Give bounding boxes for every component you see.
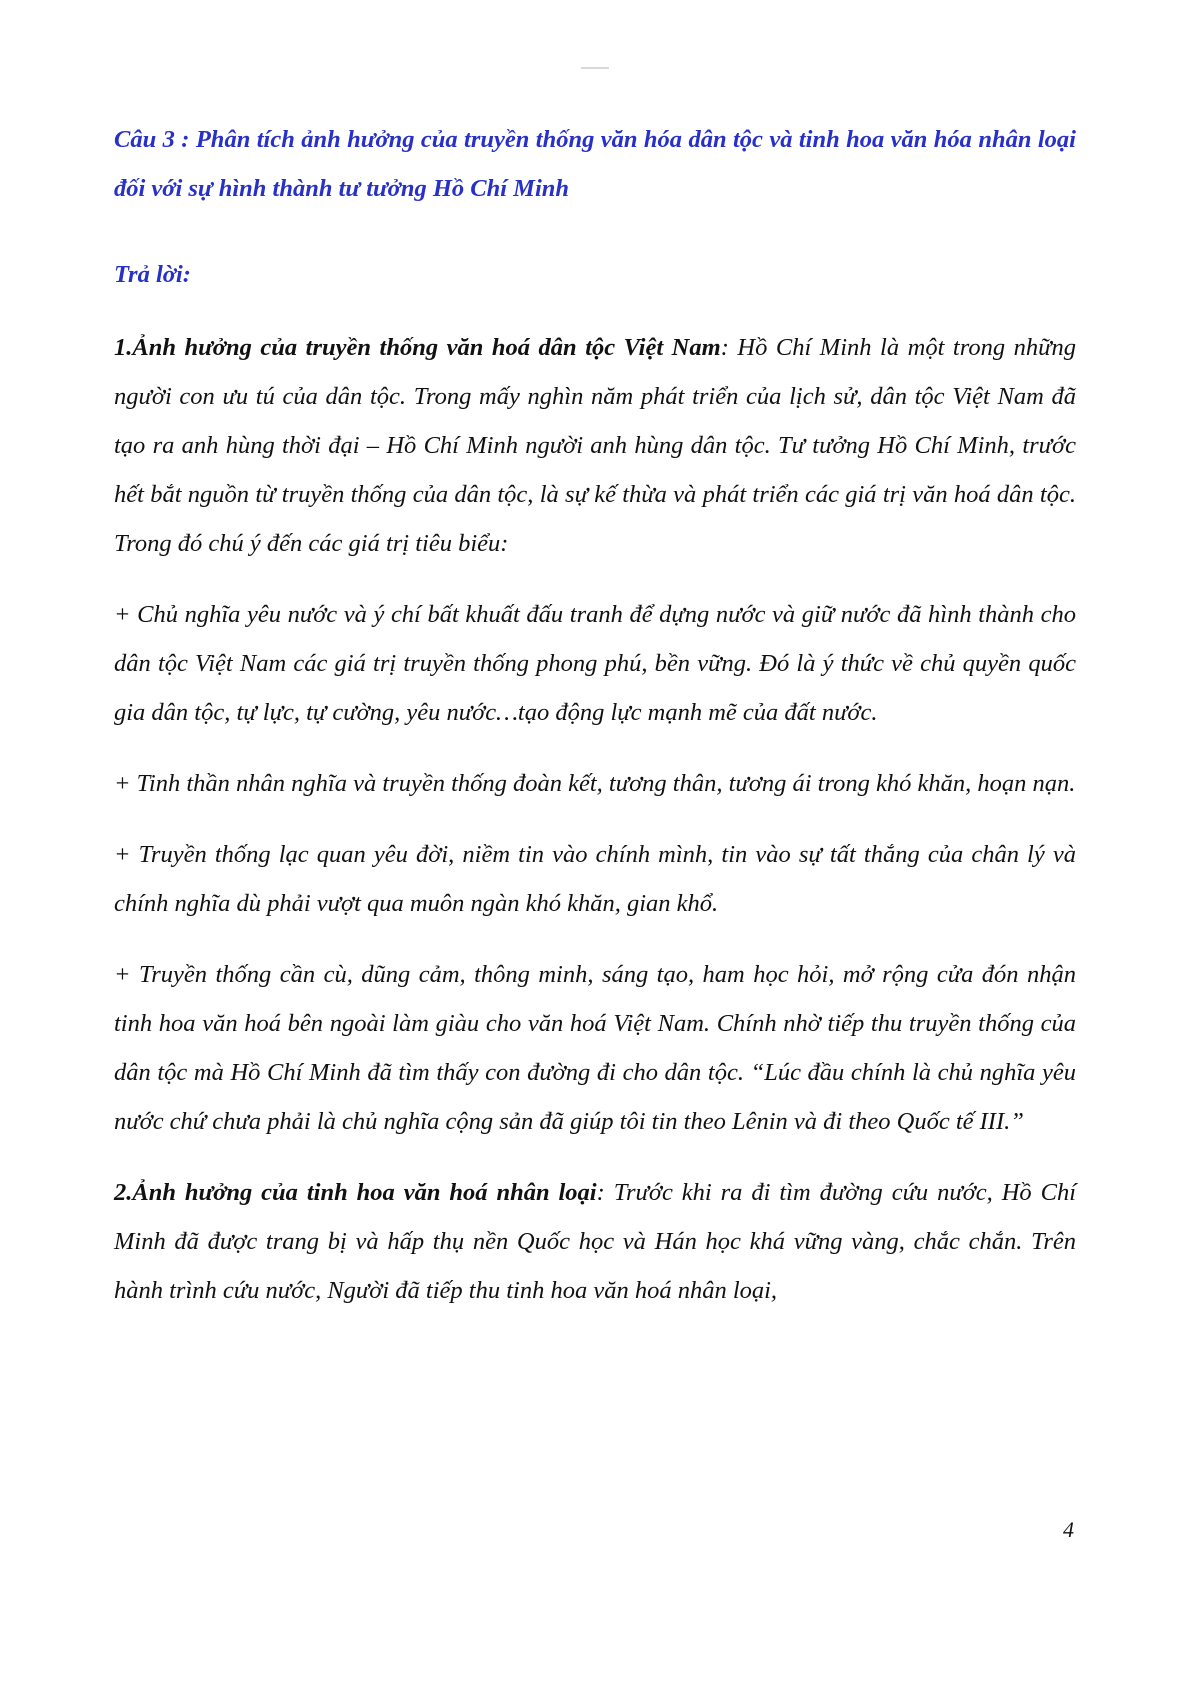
bullet-item: + Truyền thống cần cù, dũng cảm, thông minh, sáng tạo, ham học hỏi, mở rộng cửa đón nhận tinh hoa văn hoá bên ngoài làm giàu cho văn hoá Việt Nam. Chính nhờ tiếp thu truyền thống của dân tộc mà Hồ Chí Minh đã tìm thấy con đường đi cho dân tộc. “Lúc đầu chính là chủ nghĩa yêu nước chứ chưa phải là chủ nghĩa cộng sản đã giúp tôi tin theo Lênin và đi theo Quốc tế III.” xyxy=(114,961,1076,1135)
section-2-paragraph xyxy=(114,1168,1076,1315)
bullet-item: + Chủ nghĩa yêu nước và ý chí bất khuất đấu tranh để dựng nước và giữ nước đã hình thành cho dân tộc Việt Nam các giá trị truyền thống phong phú, bền vững. Đó là ý thức về chủ quyền quốc gia dân tộc, tự lực, tự cường, yêu nước…tạo động lực mạnh mẽ của đất nước. xyxy=(114,601,1076,726)
section-1-heading: 1.Ảnh hưởng của truyền thống văn hoá dân tộc Việt Nam xyxy=(114,334,721,361)
question-heading: Câu 3 : Phân tích ảnh hưởng của truyền thống văn hóa dân tộc và tinh hoa văn hóa nhân loại đối với sự hình thành tư tưởng Hồ Chí Minh xyxy=(114,126,1076,202)
document-content xyxy=(114,115,1076,1315)
section-1-body: : Hồ Chí Minh là một trong những người con ưu tú của dân tộc. Trong mấy nghìn năm phát triển của lịch sử, dân tộc Việt Nam đã tạo ra anh hùng thời đại – Hồ Chí Minh người anh hùng dân tộc. Tư tưởng Hồ Chí Minh, trước hết bắt nguồn từ truyền thống của dân tộc, là sự kế thừa và phát triển các giá trị văn hoá dân tộc. Trong đó chú ý đến các giá trị tiêu biểu: xyxy=(114,334,1076,557)
answer-label: Trả lời: xyxy=(114,261,191,288)
bullet-item: + Truyền thống lạc quan yêu đời, niềm tin vào chính mình, tin vào sự tất thắng của chân lý và chính nghĩa dù phải vượt qua muôn ngàn khó khăn, gian khổ. xyxy=(114,841,1076,917)
header-mark xyxy=(581,67,609,69)
section-1-paragraph xyxy=(114,323,1076,568)
bullet-item: + Tinh thần nhân nghĩa và truyền thống đoàn kết, tương thân, tương ái trong khó khăn, hoạn nạn. xyxy=(114,770,1076,797)
section-2-heading: 2.Ảnh hưởng của tinh hoa văn hoá nhân loại xyxy=(114,1179,597,1206)
page-number: 4 xyxy=(1063,1517,1074,1542)
section-2-body: : Trước khi ra đi tìm đường cứu nước, Hồ Chí Minh đã được trang bị và hấp thụ nền Quốc học và Hán học khá vững vàng, chắc chắn. Trên hành trình cứu nước, Người đã tiếp thu tinh hoa văn hoá nhân loại, xyxy=(114,1179,1077,1304)
